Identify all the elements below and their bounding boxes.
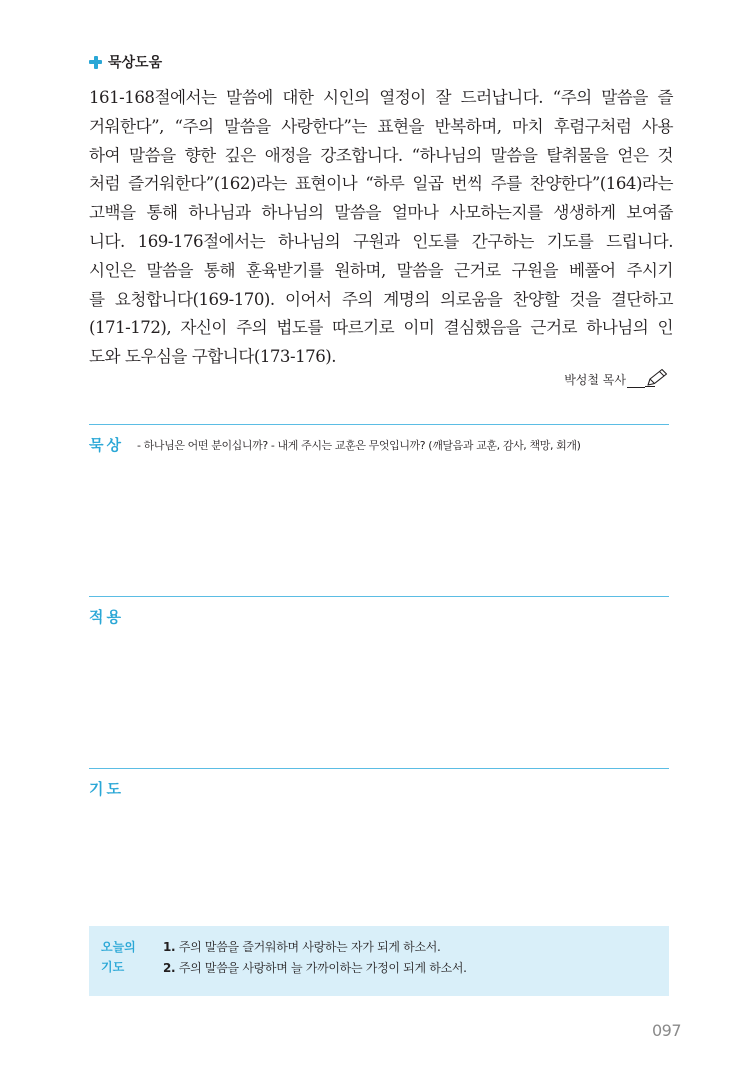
prayer-item-text: 주의 말씀을 즐거워하며 사랑하는 자가 되게 하소서.: [178, 940, 441, 954]
body-line: 를 요청합니다(169-170). 이어서 주의 계명의 의로움을 찬양할 것을 결단하고: [89, 289, 673, 309]
body-line: 거워한다”, “주의 말씀을 사랑한다”는 표현을 반복하며, 마치 후렴구처럼 사용: [89, 116, 673, 136]
prayer-item: [163, 937, 467, 958]
todays-prayer-label-line: 기도: [101, 960, 125, 974]
prayer-item-number: 1.: [163, 940, 176, 954]
body-line: 처럼 즐거워한다”(162)라는 표현이나 “하루 일곱 번씩 주를 찬양한다”(164)라는: [89, 174, 673, 194]
meditation-hint: - 하나님은 어떤 분이십니까? - 내게 주시는 교훈은 무엇입니까? (깨달음과 교훈, 감사, 책망, 회개): [137, 439, 581, 452]
prayer-item-text: 주의 말씀을 사랑하며 늘 가까이하는 가정이 되게 하소서.: [178, 961, 467, 975]
body-line: 고백을 통해 하나님과 하나님의 말씀을 얼마나 사모하는지를 생생하게 보여줍: [89, 203, 673, 223]
body-line: 하여 말씀을 향한 깊은 애정을 강조합니다. “하나님의 말씀을 탈취물을 얻은 것: [89, 145, 673, 165]
section-heading: [89, 50, 162, 74]
application-section[interactable]: [89, 596, 669, 769]
todays-prayer-label-line: 오늘의: [101, 940, 136, 954]
prayer-label: 기도: [89, 780, 124, 798]
application-label: 적용: [89, 608, 124, 626]
meditation-section[interactable]: [89, 424, 669, 597]
meditation-label: 묵상: [89, 436, 124, 454]
pencil-icon: [645, 368, 669, 388]
prayer-item: [163, 958, 467, 979]
body-line: 니다. 169-176절에서는 하나님의 구원과 인도를 간구하는 기도를 드립니다.: [89, 231, 673, 251]
prayer-item-number: 2.: [163, 961, 176, 975]
page-number: 097: [651, 1021, 681, 1040]
author-name: 박성철 목사: [564, 373, 626, 387]
body-line: (171-172), 자신이 주의 법도를 따르기로 이미 결심했음을 근거로 하나님의 인: [89, 318, 673, 338]
plus-icon: [89, 56, 102, 69]
heading-text: 묵상도움: [108, 55, 163, 71]
body-line: 도와 도우심을 구합니다(173-176).: [89, 347, 337, 367]
author-signature: [564, 368, 669, 388]
body-line: 시인은 말씀을 통해 훈육받기를 원하며, 말씀을 근거로 구원을 베풀어 주시기: [89, 260, 673, 280]
todays-prayer-items: [163, 937, 467, 979]
meditation-help-text: [89, 84, 673, 372]
body-line: 161-168절에서는 말씀에 대한 시인의 열정이 잘 드러납니다. “주의 말씀을 즐: [89, 88, 673, 107]
todays-prayer-box: [89, 926, 669, 996]
todays-prayer-label: [101, 937, 136, 977]
prayer-section[interactable]: [89, 768, 669, 919]
signature-underline: [627, 377, 645, 388]
